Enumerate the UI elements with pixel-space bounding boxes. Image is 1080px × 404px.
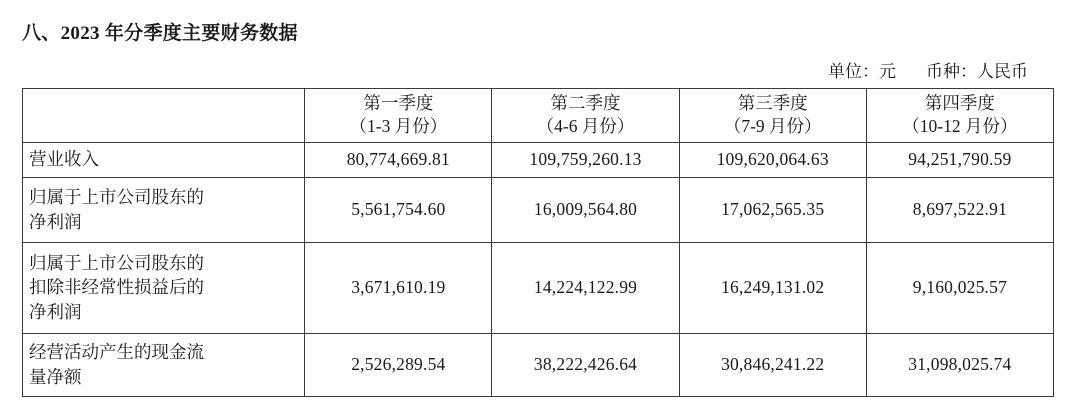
- cell-operating-cash-flow-q2: 38,222,426.64: [492, 333, 679, 396]
- table-row: [23, 242, 1054, 333]
- cell-net-profit-q3: 17,062,565.35: [679, 177, 866, 242]
- column-header-q4: 第四季度 （10-12 月份）: [866, 89, 1053, 143]
- cell-operating-cash-flow-q1: 2,526,289.54: [305, 333, 492, 396]
- row-label-net-profit: 归属于上市公司股东的 净利润: [23, 177, 305, 242]
- column-header-q2: 第二季度 （4-6 月份）: [492, 89, 679, 143]
- cell-net-profit-q1: 5,561,754.60: [305, 177, 492, 242]
- row-label-net-profit-excl-nonrecurring: 归属于上市公司股东的 扣除非经常性损益后的 净利润: [23, 242, 305, 333]
- cell-revenue-q4: 94,251,790.59: [866, 142, 1053, 177]
- table-corner-cell: [23, 89, 305, 143]
- currency-label: 币种：人民币: [926, 62, 1028, 81]
- cell-operating-cash-flow-q3: 30,846,241.22: [679, 333, 866, 396]
- cell-net-profit-excl-q4: 9,160,025.57: [866, 242, 1053, 333]
- cell-net-profit-excl-q2: 14,224,122.99: [492, 242, 679, 333]
- table-row: [23, 333, 1054, 396]
- cell-revenue-q3: 109,620,064.63: [679, 142, 866, 177]
- table-row: [23, 142, 1054, 177]
- row-label-operating-cash-flow: 经营活动产生的现金流 量净额: [23, 333, 305, 396]
- quarterly-financial-table: [22, 88, 1054, 397]
- cell-revenue-q2: 109,759,260.13: [492, 142, 679, 177]
- column-header-q3: 第三季度 （7-9 月份）: [679, 89, 866, 143]
- column-header-q1: 第一季度 （1-3 月份）: [305, 89, 492, 143]
- cell-revenue-q1: 80,774,669.81: [305, 142, 492, 177]
- unit-and-currency-row: [14, 57, 1028, 82]
- cell-operating-cash-flow-q4: 31,098,025.74: [866, 333, 1053, 396]
- unit-label: 单位：元: [828, 62, 896, 81]
- row-label-revenue: 营业收入: [23, 142, 305, 177]
- cell-net-profit-excl-q3: 16,249,131.02: [679, 242, 866, 333]
- page-title: 八、2023 年分季度主要财务数据: [22, 23, 298, 44]
- cell-net-profit-q2: 16,009,564.80: [492, 177, 679, 242]
- table-row: [23, 177, 1054, 242]
- table-header-row: [23, 89, 1054, 143]
- cell-net-profit-excl-q1: 3,671,610.19: [305, 242, 492, 333]
- cell-net-profit-q4: 8,697,522.91: [866, 177, 1053, 242]
